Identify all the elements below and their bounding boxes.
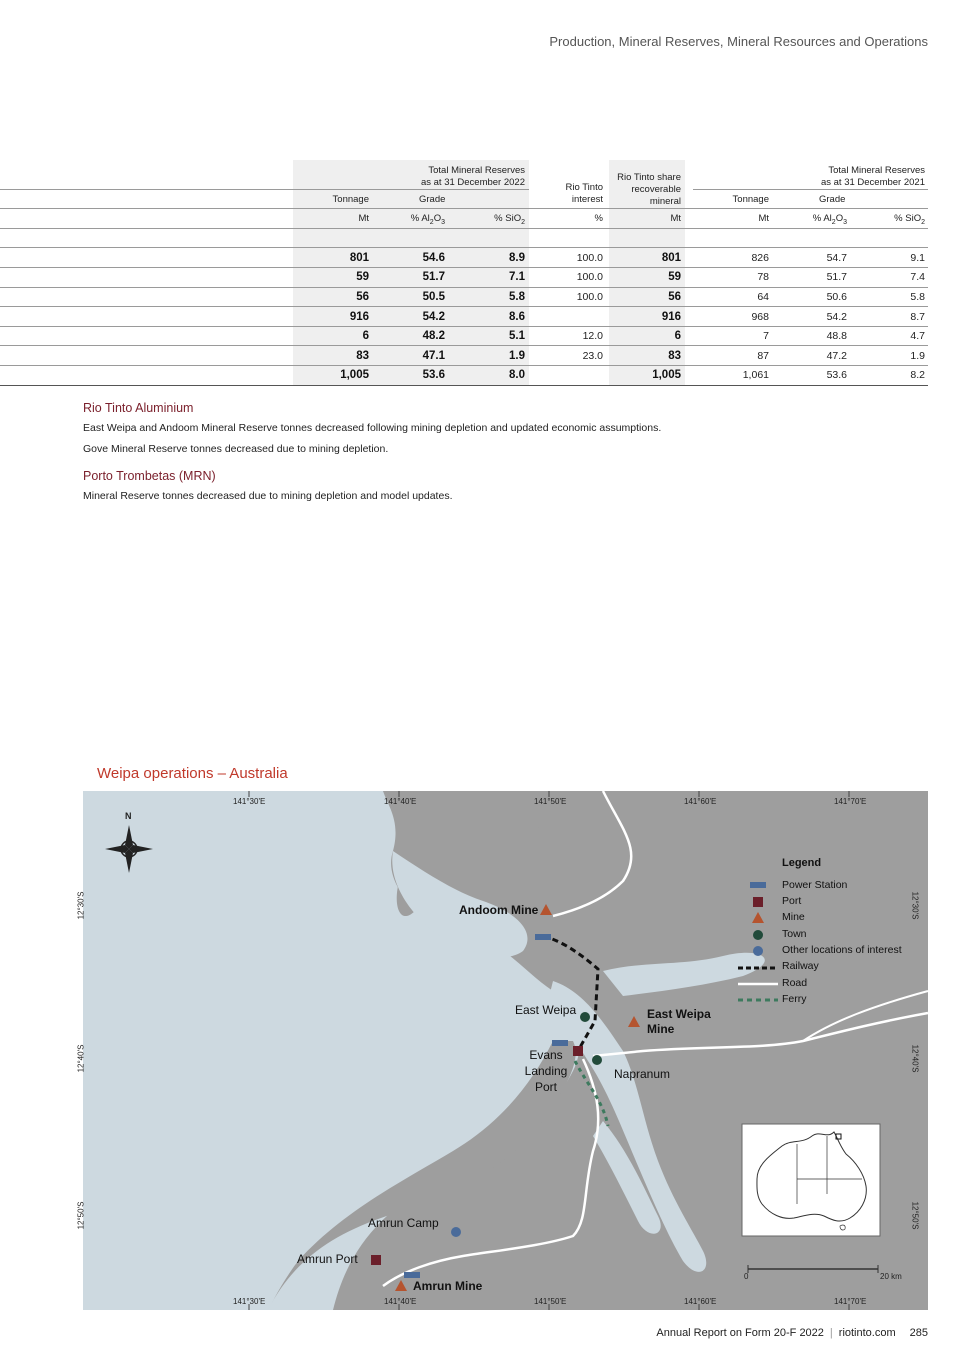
- cell-t22: 59: [356, 271, 369, 284]
- cell-al22: 54.6: [422, 251, 445, 264]
- cell-al22: 51.7: [422, 271, 445, 284]
- header-interest-line1: Rio Tinto: [565, 182, 603, 193]
- note-paragraph-1: East Weipa and Andoom Mineral Reserve tonnes decreased following mining depletion and updated economic assumptions.: [83, 422, 662, 434]
- cell-int: 100.0: [576, 290, 603, 303]
- cell-si21: 8.7: [910, 310, 925, 323]
- map-title: Weipa operations – Australia: [97, 765, 288, 782]
- cell-share: 1,005: [652, 369, 681, 382]
- note-paragraph-2: Gove Mineral Reserve tonnes decreased due to mining depletion.: [83, 443, 389, 455]
- cell-t22: 1,005: [340, 369, 369, 382]
- cell-share: 916: [661, 310, 681, 323]
- cell-si22: 5.8: [509, 290, 525, 303]
- header-share-line2: recoverable: [631, 184, 681, 195]
- evans-power-symbol: [552, 1040, 568, 1046]
- unit-si-2022: % SiO$_2$: [494, 213, 525, 226]
- unit-mt-share: Mt: [670, 213, 681, 224]
- cell-share: 6: [674, 330, 681, 343]
- cell-int: 100.0: [576, 251, 603, 264]
- cell-si22: 8.9: [509, 251, 525, 264]
- cell-t21: 968: [751, 310, 769, 323]
- col-grade-2021: Grade: [819, 194, 846, 205]
- lat-label-right-3: 12°50'S: [910, 1201, 920, 1230]
- cell-al22: 50.5: [422, 290, 445, 303]
- header-share: [609, 172, 681, 208]
- cell-t21: 1,061: [742, 369, 769, 382]
- header-interest-line2: interest: [571, 194, 603, 205]
- cell-share: 801: [661, 251, 681, 264]
- cell-al22: 47.1: [422, 349, 445, 362]
- cell-al21: 53.6: [826, 369, 847, 382]
- unit-al-2022: % $Al_2O_3$: [410, 213, 445, 226]
- label-andoom-mine: Andoom Mine: [459, 903, 539, 917]
- cell-si22: 8.6: [509, 310, 525, 323]
- cell-int: 12.0: [582, 330, 603, 343]
- label-amrun-port: Amrun Port: [297, 1252, 358, 1266]
- footer-site[interactable]: riotinto.com: [838, 1327, 896, 1339]
- cell-si21: 8.2: [910, 369, 925, 382]
- label-east-weipa-mine: East Weipa Mine: [647, 1007, 711, 1036]
- table-row: [0, 307, 928, 327]
- legend-mine: Mine: [782, 911, 805, 923]
- cell-al21: 47.2: [826, 349, 847, 362]
- legend-title: Legend: [782, 857, 822, 869]
- cell-t22: 6: [362, 330, 369, 343]
- header-2021: [693, 165, 925, 189]
- table-row: [0, 326, 928, 346]
- cell-si21: 1.9: [910, 349, 925, 362]
- label-evans-landing-port: Evans Landing Port: [524, 1048, 568, 1094]
- label-east-weipa: East Weipa: [515, 1003, 577, 1017]
- cell-int: 23.0: [582, 349, 603, 362]
- legend-town: Town: [782, 928, 807, 940]
- cell-al21: 54.7: [826, 251, 847, 264]
- header-2022: [293, 165, 525, 189]
- cell-al21: 51.7: [826, 271, 847, 284]
- cell-share: 56: [668, 290, 681, 303]
- cell-si22: 1.9: [509, 349, 525, 362]
- table-row: [0, 366, 928, 386]
- cell-int: [529, 366, 607, 386]
- lon-label-bottom-4: 141°60'E: [684, 1297, 717, 1306]
- footer-page-number: 285: [909, 1327, 928, 1339]
- andoom-power-symbol: [535, 934, 551, 940]
- unit-mt-2022: Mt: [358, 213, 369, 224]
- table-row: [0, 287, 928, 307]
- north-label: N: [125, 811, 132, 821]
- cell-t21: 7: [763, 330, 769, 343]
- lat-label-left-1: 12°30'S: [76, 891, 86, 920]
- lon-label-top-3: 141°50'E: [534, 797, 567, 806]
- heading-rio-tinto-aluminium: Rio Tinto Aluminium: [83, 401, 194, 415]
- header-share-line3: mineral: [649, 196, 681, 207]
- lat-label-right-1: 12°30'S: [910, 891, 920, 920]
- cell-t21: 87: [757, 349, 769, 362]
- cell-si22: 5.1: [509, 330, 525, 343]
- header-2021-line1: Total Mineral Reserves: [828, 165, 925, 176]
- cell-al21: 48.8: [826, 330, 847, 343]
- legend-ferry: Ferry: [782, 993, 807, 1005]
- cell-si22: 7.1: [509, 271, 525, 284]
- compass-rose-icon: [105, 825, 153, 873]
- australia-inset: [742, 1124, 880, 1236]
- lon-label-bottom-2: 141°40'E: [384, 1297, 417, 1306]
- cell-si21: 9.1: [910, 251, 925, 264]
- cell-t22: 801: [349, 251, 369, 264]
- scale-end: 20 km: [880, 1272, 902, 1281]
- col-tonnage-2021: Tonnage: [732, 194, 769, 205]
- label-amrun-camp: Amrun Camp: [368, 1216, 439, 1230]
- cell-t22: 56: [356, 290, 369, 303]
- weipa-map: [76, 791, 928, 1310]
- lon-label-bottom-1: 141°30'E: [233, 1297, 266, 1306]
- cell-share: 59: [668, 271, 681, 284]
- amrun-port-symbol: [371, 1255, 381, 1265]
- legend-other-locations: Other locations of interest: [782, 944, 902, 956]
- cell-t22: 83: [356, 349, 369, 362]
- cell-t21: 78: [757, 271, 769, 284]
- col-tonnage-2022: Tonnage: [332, 194, 369, 205]
- table-row: [0, 268, 928, 288]
- lat-label-left-2: 12°40'S: [76, 1044, 86, 1073]
- cell-al21: 50.6: [826, 290, 847, 303]
- lon-label-top-2: 141°40'E: [384, 797, 417, 806]
- col-grade-2022: Grade: [419, 194, 446, 205]
- cell-int: [529, 307, 607, 327]
- lon-label-bottom-5: 141°70'E: [834, 1297, 867, 1306]
- cell-al22: 48.2: [422, 330, 445, 343]
- heading-porto-trombetas: Porto Trombetas (MRN): [83, 469, 216, 483]
- legend-railway: Railway: [782, 960, 819, 972]
- east-weipa-town-symbol: [580, 1012, 590, 1022]
- footer-report: Annual Report on Form 20-F 2022: [656, 1327, 824, 1339]
- evans-port-symbol: [573, 1046, 583, 1056]
- unit-al-2021: % $Al_2O_3$: [812, 213, 847, 226]
- cell-t21: 64: [757, 290, 769, 303]
- cell-si21: 4.7: [910, 330, 925, 343]
- label-napranum: Napranum: [614, 1067, 671, 1081]
- header-2021-line2: as at 31 December 2021: [820, 177, 925, 188]
- lat-label-left-3: 12°50'S: [76, 1201, 86, 1230]
- lon-label-top-5: 141°70'E: [834, 797, 867, 806]
- label-amrun-mine: Amrun Mine: [413, 1279, 483, 1293]
- unit-pct: %: [594, 213, 603, 224]
- header-2022-line1: Total Mineral Reserves: [428, 165, 525, 176]
- header-2022-line2: as at 31 December 2022: [420, 177, 525, 188]
- cell-si21: 7.4: [910, 271, 925, 284]
- lat-label-right-2: 12°40'S: [910, 1044, 920, 1073]
- cell-al22: 54.2: [422, 310, 445, 323]
- legend-power-station: Power Station: [782, 879, 848, 891]
- page-footer: Annual Report on Form 20-F 2022 | riotinto.com 285: [656, 1327, 928, 1339]
- table-row: [0, 346, 928, 366]
- scale-zero: 0: [744, 1272, 749, 1281]
- cell-int: 100.0: [576, 271, 603, 284]
- amrun-camp-symbol: [451, 1227, 461, 1237]
- note-paragraph-3: Mineral Reserve tonnes decreased due to mining depletion and model updates.: [83, 490, 453, 502]
- napranum-town-symbol: [592, 1055, 602, 1065]
- unit-si-2021: % SiO$_2$: [894, 213, 925, 226]
- amrun-power-symbol: [404, 1272, 420, 1278]
- cell-al22: 53.6: [422, 369, 445, 382]
- cell-si22: 8.0: [509, 369, 525, 382]
- cell-al21: 54.2: [826, 310, 847, 323]
- header-interest: [529, 182, 603, 206]
- lon-label-top-4: 141°60'E: [684, 797, 717, 806]
- cell-si21: 5.8: [910, 290, 925, 303]
- table-row: [0, 248, 928, 268]
- cell-share: 83: [668, 349, 681, 362]
- header-share-line1: Rio Tinto share: [617, 172, 681, 183]
- lon-label-top-1: 141°30'E: [233, 797, 266, 806]
- cell-t21: 826: [751, 251, 769, 264]
- cell-t22: 916: [349, 310, 369, 323]
- legend-road: Road: [782, 977, 808, 989]
- legend-port: Port: [782, 895, 802, 907]
- page-header-title: Production, Mineral Reserves, Mineral Resources and Operations: [549, 34, 928, 49]
- lon-label-bottom-3: 141°50'E: [534, 1297, 567, 1306]
- unit-mt-2021: Mt: [758, 213, 769, 224]
